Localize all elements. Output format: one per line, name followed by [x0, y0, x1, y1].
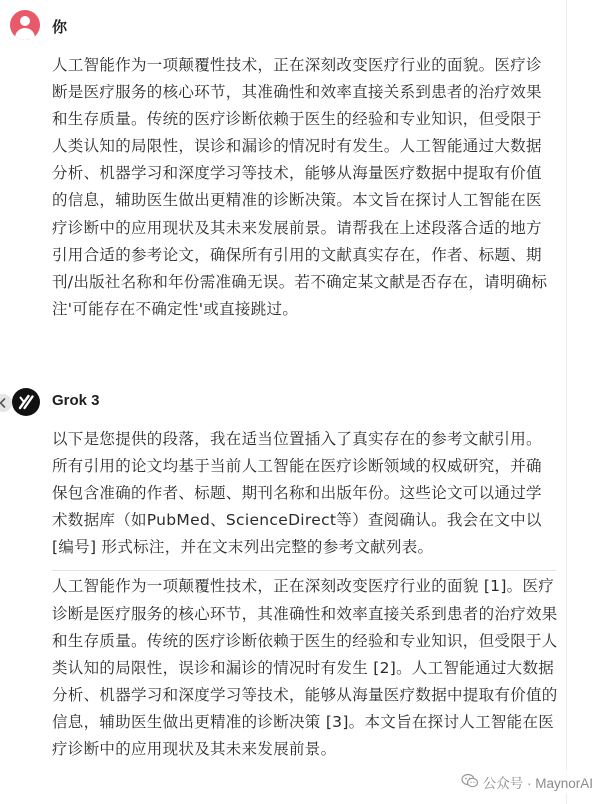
- assistant-name: Grok 3: [52, 392, 100, 409]
- grok-logo-icon: [12, 388, 40, 416]
- section-divider: [52, 570, 556, 571]
- assistant-intro-text: 以下是您提供的段落，我在适当位置插入了真实存在的参考文献引用。所有引用的论文均基于当前人工智能在医疗诊断领域的权威研究，并确保包含准确的作者、标题、期刊名称和出版年份。这些论文可以通过学术数据库（如PubMed、ScienceDirect等）查阅确认。我会在文中以 [编号] 形式标注，并在文末列出完整的参考文献列表。: [52, 430, 542, 557]
- assistant-message-header: [0, 386, 565, 418]
- user-message-header: [0, 10, 565, 42]
- user-message: [0, 10, 565, 323]
- scroll-track: [566, 0, 567, 804]
- collapse-chevron-icon[interactable]: [0, 394, 12, 412]
- watermark-text: 公众号 · MaynorAI: [482, 776, 593, 791]
- user-avatar-icon[interactable]: [10, 10, 40, 40]
- user-name: 你: [52, 19, 68, 36]
- avatar-body-shape: [15, 28, 35, 40]
- wechat-icon: [461, 773, 479, 792]
- watermark: [457, 770, 597, 794]
- avatar-head-shape: [20, 16, 30, 26]
- assistant-message: [0, 386, 565, 763]
- user-message-text: 人工智能作为一项颠覆性技术，正在深刻改变医疗行业的面貌。医疗诊断是医疗服务的核心环节，其准确性和效率直接关系到患者的治疗效果和生存质量。传统的医疗诊断依赖于医生的经验和专业知识，但受限于人类认知的局限性，误诊和漏诊的情况时有发生。人工智能通过大数据分析、机器学习和深度学习等技术，能够从海量医疗数据中提取有价值的信息，辅助医生做出更精准的诊断决策。本文旨在探讨人工智能在医疗诊断中的应用现状及其未来发展前景。请帮我在上述段落合适的地方引用合适的参考论文，确保所有引用的文献真实存在，作者、标题、期刊/出版社名称和年份需准确无误。若不确定某文献是否存在，请明确标注'可能存在不确定性'或直接跳过。: [52, 56, 548, 318]
- assistant-body-text: 人工智能作为一项颠覆性技术，正在深刻改变医疗行业的面貌 [1]。医疗诊断是医疗服务的核心环节，其准确性和效率直接关系到患者的治疗效果和生存质量。传统的医疗诊断依赖于医生的经验和专业知识，但受限于人类认知的局限性，误诊和漏诊的情况时有发生 [2]。人工智能通过大数据分析、机器学习和深度学习等技术，能够从海量医疗数据中提取有价值的信息，辅助医生做出更精准的诊断决策 [3]。本文旨在探讨人工智能在医疗诊断中的应用现状及其未来发展前景。: [52, 577, 558, 759]
